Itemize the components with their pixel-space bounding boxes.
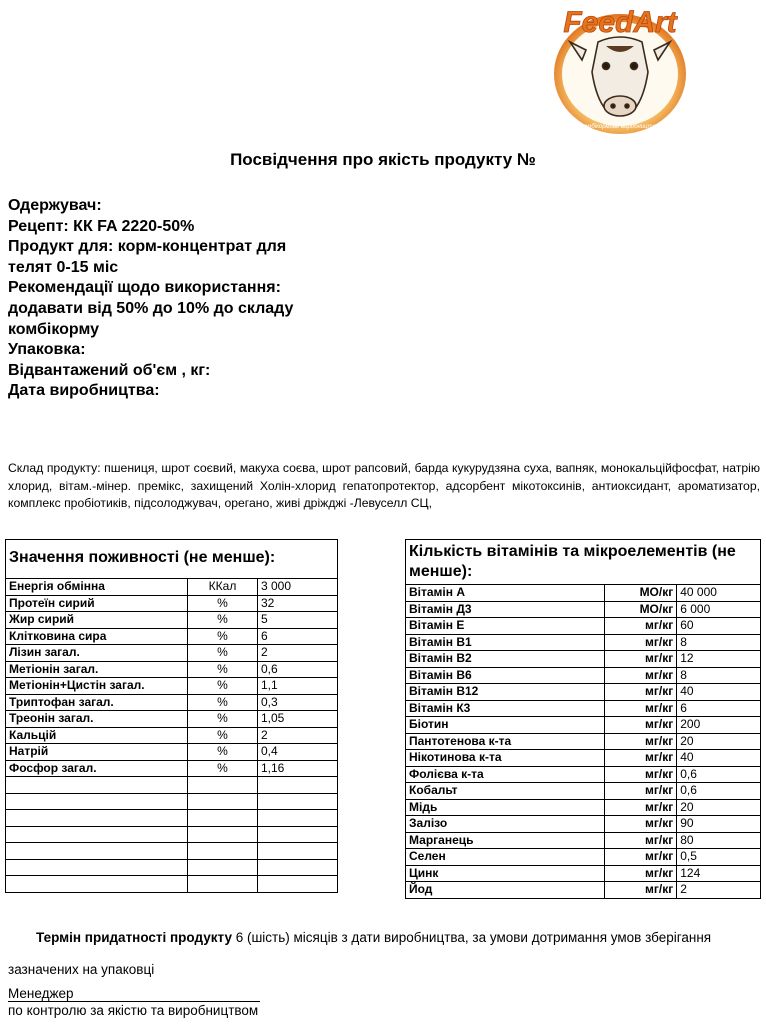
row-unit: мг/кг [605, 865, 677, 882]
empty-cell [258, 810, 338, 827]
row-value: 1,1 [258, 678, 338, 695]
row-value: 1,16 [258, 760, 338, 777]
document-title: Посвідчення про якість продукту № [230, 150, 536, 169]
empty-cell [258, 777, 338, 794]
row-unit: % [188, 760, 258, 777]
row-value: 3 000 [258, 579, 338, 596]
row-name: Клітковина сира [6, 628, 188, 645]
row-value: 32 [258, 595, 338, 612]
empty-cell [258, 793, 338, 810]
empty-cell [6, 810, 188, 827]
row-unit: мг/кг [605, 799, 677, 816]
row-unit: МО/кг [605, 601, 677, 618]
recipient-label: Одержувач: [8, 197, 102, 214]
row-value: 60 [677, 618, 761, 635]
empty-row [6, 876, 338, 893]
shelf-life-lead: Термін придатності продукту [36, 930, 232, 945]
table-row [406, 783, 761, 800]
packaging-label: Упаковка: [8, 341, 86, 359]
table-row [406, 618, 761, 635]
row-name: Кобальт [406, 783, 605, 800]
row-value: 2 [677, 882, 761, 899]
recommendation-line2: додавати від 50% до 10% до складу [8, 299, 294, 317]
table-row [6, 694, 338, 711]
row-value: 8 [677, 667, 761, 684]
row-name: Вітамін В2 [406, 651, 605, 668]
row-name: Йод [406, 882, 605, 899]
empty-cell [6, 826, 188, 843]
vitamins-heading: Кількість вітамінів та мікроелементів (не менше): [406, 540, 761, 585]
row-unit: мг/кг [605, 816, 677, 833]
row-value: 0,6 [677, 766, 761, 783]
row-value: 80 [677, 832, 761, 849]
table-row [406, 585, 761, 602]
row-name: Триптофан загал. [6, 694, 188, 711]
table-row [406, 700, 761, 717]
empty-cell [6, 876, 188, 893]
row-name: Протеїн сирий [6, 595, 188, 612]
table-row [6, 628, 338, 645]
row-unit: мг/кг [605, 700, 677, 717]
row-name: Треонін загал. [6, 711, 188, 728]
table-row [406, 684, 761, 701]
row-name: Вітамін В1 [406, 634, 605, 651]
table-row [406, 634, 761, 651]
empty-row [6, 793, 338, 810]
product-composition: Склад продукту: пшениця, шрот соєвий, макуха соєва, шрот рапсовий, барда кукурудзяна суха, вапняк, монокальційфосфат, натрію хлорид, вітам.-мінер. премікс, захищений Холін-хлорид гепатопротектор, адсорбент мікотоксинів, антиоксидант, ароматизатор, комплекс пробіотиків, підсолоджувач, орегано, живі дріжджі -Левуселл СЦ, [8, 461, 760, 510]
table-row [6, 744, 338, 761]
table-row [406, 865, 761, 882]
row-value: 6 [677, 700, 761, 717]
table-row [6, 661, 338, 678]
row-name: Натрій [6, 744, 188, 761]
row-name: Метіонін загал. [6, 661, 188, 678]
row-name: Енергія обмінна [6, 579, 188, 596]
row-value: 6 000 [677, 601, 761, 618]
empty-cell [188, 793, 258, 810]
table-row [406, 799, 761, 816]
product-for-line1: Продукт для: корм-концентрат для [8, 238, 287, 256]
row-unit: мг/кг [605, 849, 677, 866]
row-unit: мг/кг [605, 832, 677, 849]
row-unit: % [188, 595, 258, 612]
empty-cell [258, 843, 338, 860]
row-value: 8 [677, 634, 761, 651]
table-row [6, 579, 338, 596]
row-unit: % [188, 744, 258, 761]
table-row [6, 595, 338, 612]
row-name: Фосфор загал. [6, 760, 188, 777]
row-unit: мг/кг [605, 750, 677, 767]
row-unit: мг/кг [605, 634, 677, 651]
production-date-label: Дата виробництва: [8, 382, 160, 400]
row-unit: % [188, 645, 258, 662]
row-name: Лізин загал. [6, 645, 188, 662]
row-value: 0,5 [677, 849, 761, 866]
empty-cell [188, 777, 258, 794]
shelf-life-text: 6 (шість) місяців з дати виробництва, за умови дотримання умов зберігання зазначених на упаковці [8, 930, 712, 977]
row-name: Марганець [406, 832, 605, 849]
row-value: 1,05 [258, 711, 338, 728]
row-unit: мг/кг [605, 783, 677, 800]
row-value: 2 [258, 727, 338, 744]
feedart-logo [536, 2, 704, 136]
row-unit: мг/кг [605, 651, 677, 668]
table-row [6, 612, 338, 629]
row-name: Вітамін В6 [406, 667, 605, 684]
table-row [6, 711, 338, 728]
empty-cell [188, 826, 258, 843]
row-unit: мг/кг [605, 717, 677, 734]
manager-subtitle: по контролю за якістю та виробництвом [8, 1003, 259, 1018]
row-value: 2 [258, 645, 338, 662]
nutrition-heading: Значення поживності (не менше): [6, 540, 338, 579]
empty-cell [188, 810, 258, 827]
row-value: 20 [677, 733, 761, 750]
row-value: 40 000 [677, 585, 761, 602]
row-value: 90 [677, 816, 761, 833]
row-name: Вітамін Е [406, 618, 605, 635]
row-unit: % [188, 694, 258, 711]
row-value: 0,3 [258, 694, 338, 711]
recipe-label: Рецепт: КК FA 2220-50% [8, 217, 195, 235]
table-row [6, 645, 338, 662]
empty-row [6, 810, 338, 827]
table-row [406, 651, 761, 668]
row-value: 40 [677, 684, 761, 701]
table-row [6, 678, 338, 695]
recommendation-line1: Рекомендації щодо використання: [8, 279, 281, 297]
table-row [406, 601, 761, 618]
row-unit: мг/кг [605, 684, 677, 701]
empty-row [6, 843, 338, 860]
empty-cell [188, 843, 258, 860]
row-value: 40 [677, 750, 761, 767]
table-row [406, 667, 761, 684]
empty-cell [6, 777, 188, 794]
row-name: Мідь [406, 799, 605, 816]
table-row [406, 882, 761, 899]
row-unit: % [188, 678, 258, 695]
row-value: 0,4 [258, 744, 338, 761]
empty-row [6, 859, 338, 876]
row-value: 124 [677, 865, 761, 882]
row-name: Вітамін В12 [406, 684, 605, 701]
row-name: Залізо [406, 816, 605, 833]
row-unit: % [188, 612, 258, 629]
empty-cell [258, 859, 338, 876]
row-unit: % [188, 661, 258, 678]
row-name: Метіонін+Цистін загал. [6, 678, 188, 695]
product-for-line2: телят 0-15 міс [8, 258, 119, 276]
row-unit: МО/кг [605, 585, 677, 602]
empty-cell [6, 793, 188, 810]
row-unit: мг/кг [605, 733, 677, 750]
row-unit: % [188, 628, 258, 645]
empty-row [6, 826, 338, 843]
table-row [406, 832, 761, 849]
table-row [406, 717, 761, 734]
logo-tagline: комбікормове виробництво [581, 124, 659, 130]
row-value: 200 [677, 717, 761, 734]
empty-row [6, 777, 338, 794]
row-value: 0,6 [258, 661, 338, 678]
logo-brand: FeedArt [563, 6, 677, 39]
row-unit: мг/кг [605, 618, 677, 635]
row-unit: мг/кг [605, 667, 677, 684]
empty-cell [6, 843, 188, 860]
empty-cell [188, 876, 258, 893]
empty-cell [258, 826, 338, 843]
vitamins-table [405, 539, 761, 899]
empty-cell [258, 876, 338, 893]
row-value: 20 [677, 799, 761, 816]
row-unit: % [188, 727, 258, 744]
row-name: Жир сирий [6, 612, 188, 629]
table-row [406, 733, 761, 750]
row-name: Вітамін Д3 [406, 601, 605, 618]
nutrition-table [5, 539, 338, 893]
manager-signature [8, 986, 260, 1020]
table-row [406, 849, 761, 866]
manager-title: Менеджер [8, 986, 260, 1002]
row-name: Пантотенова к-та [406, 733, 605, 750]
shelf-life [8, 922, 760, 986]
table-row [406, 766, 761, 783]
row-name: Кальцій [6, 727, 188, 744]
table-row [6, 727, 338, 744]
row-name: Селен [406, 849, 605, 866]
table-row [406, 750, 761, 767]
row-name: Вітамін А [406, 585, 605, 602]
row-name: Фолієва к-та [406, 766, 605, 783]
empty-cell [188, 859, 258, 876]
row-name: Цинк [406, 865, 605, 882]
row-value: 0,6 [677, 783, 761, 800]
recommendation-line3: комбікорму [8, 320, 99, 338]
row-value: 12 [677, 651, 761, 668]
row-name: Нікотинова к-та [406, 750, 605, 767]
row-unit: мг/кг [605, 882, 677, 899]
row-unit: мг/кг [605, 766, 677, 783]
row-unit: % [188, 711, 258, 728]
table-row [6, 760, 338, 777]
table-row [406, 816, 761, 833]
row-unit: ККал [188, 579, 258, 596]
empty-cell [6, 859, 188, 876]
row-value: 6 [258, 628, 338, 645]
volume-label: Відвантажений об'єм , кг: [8, 361, 211, 379]
row-value: 5 [258, 612, 338, 629]
row-name: Біотин [406, 717, 605, 734]
row-name: Вітамін К3 [406, 700, 605, 717]
header-info [8, 196, 338, 402]
